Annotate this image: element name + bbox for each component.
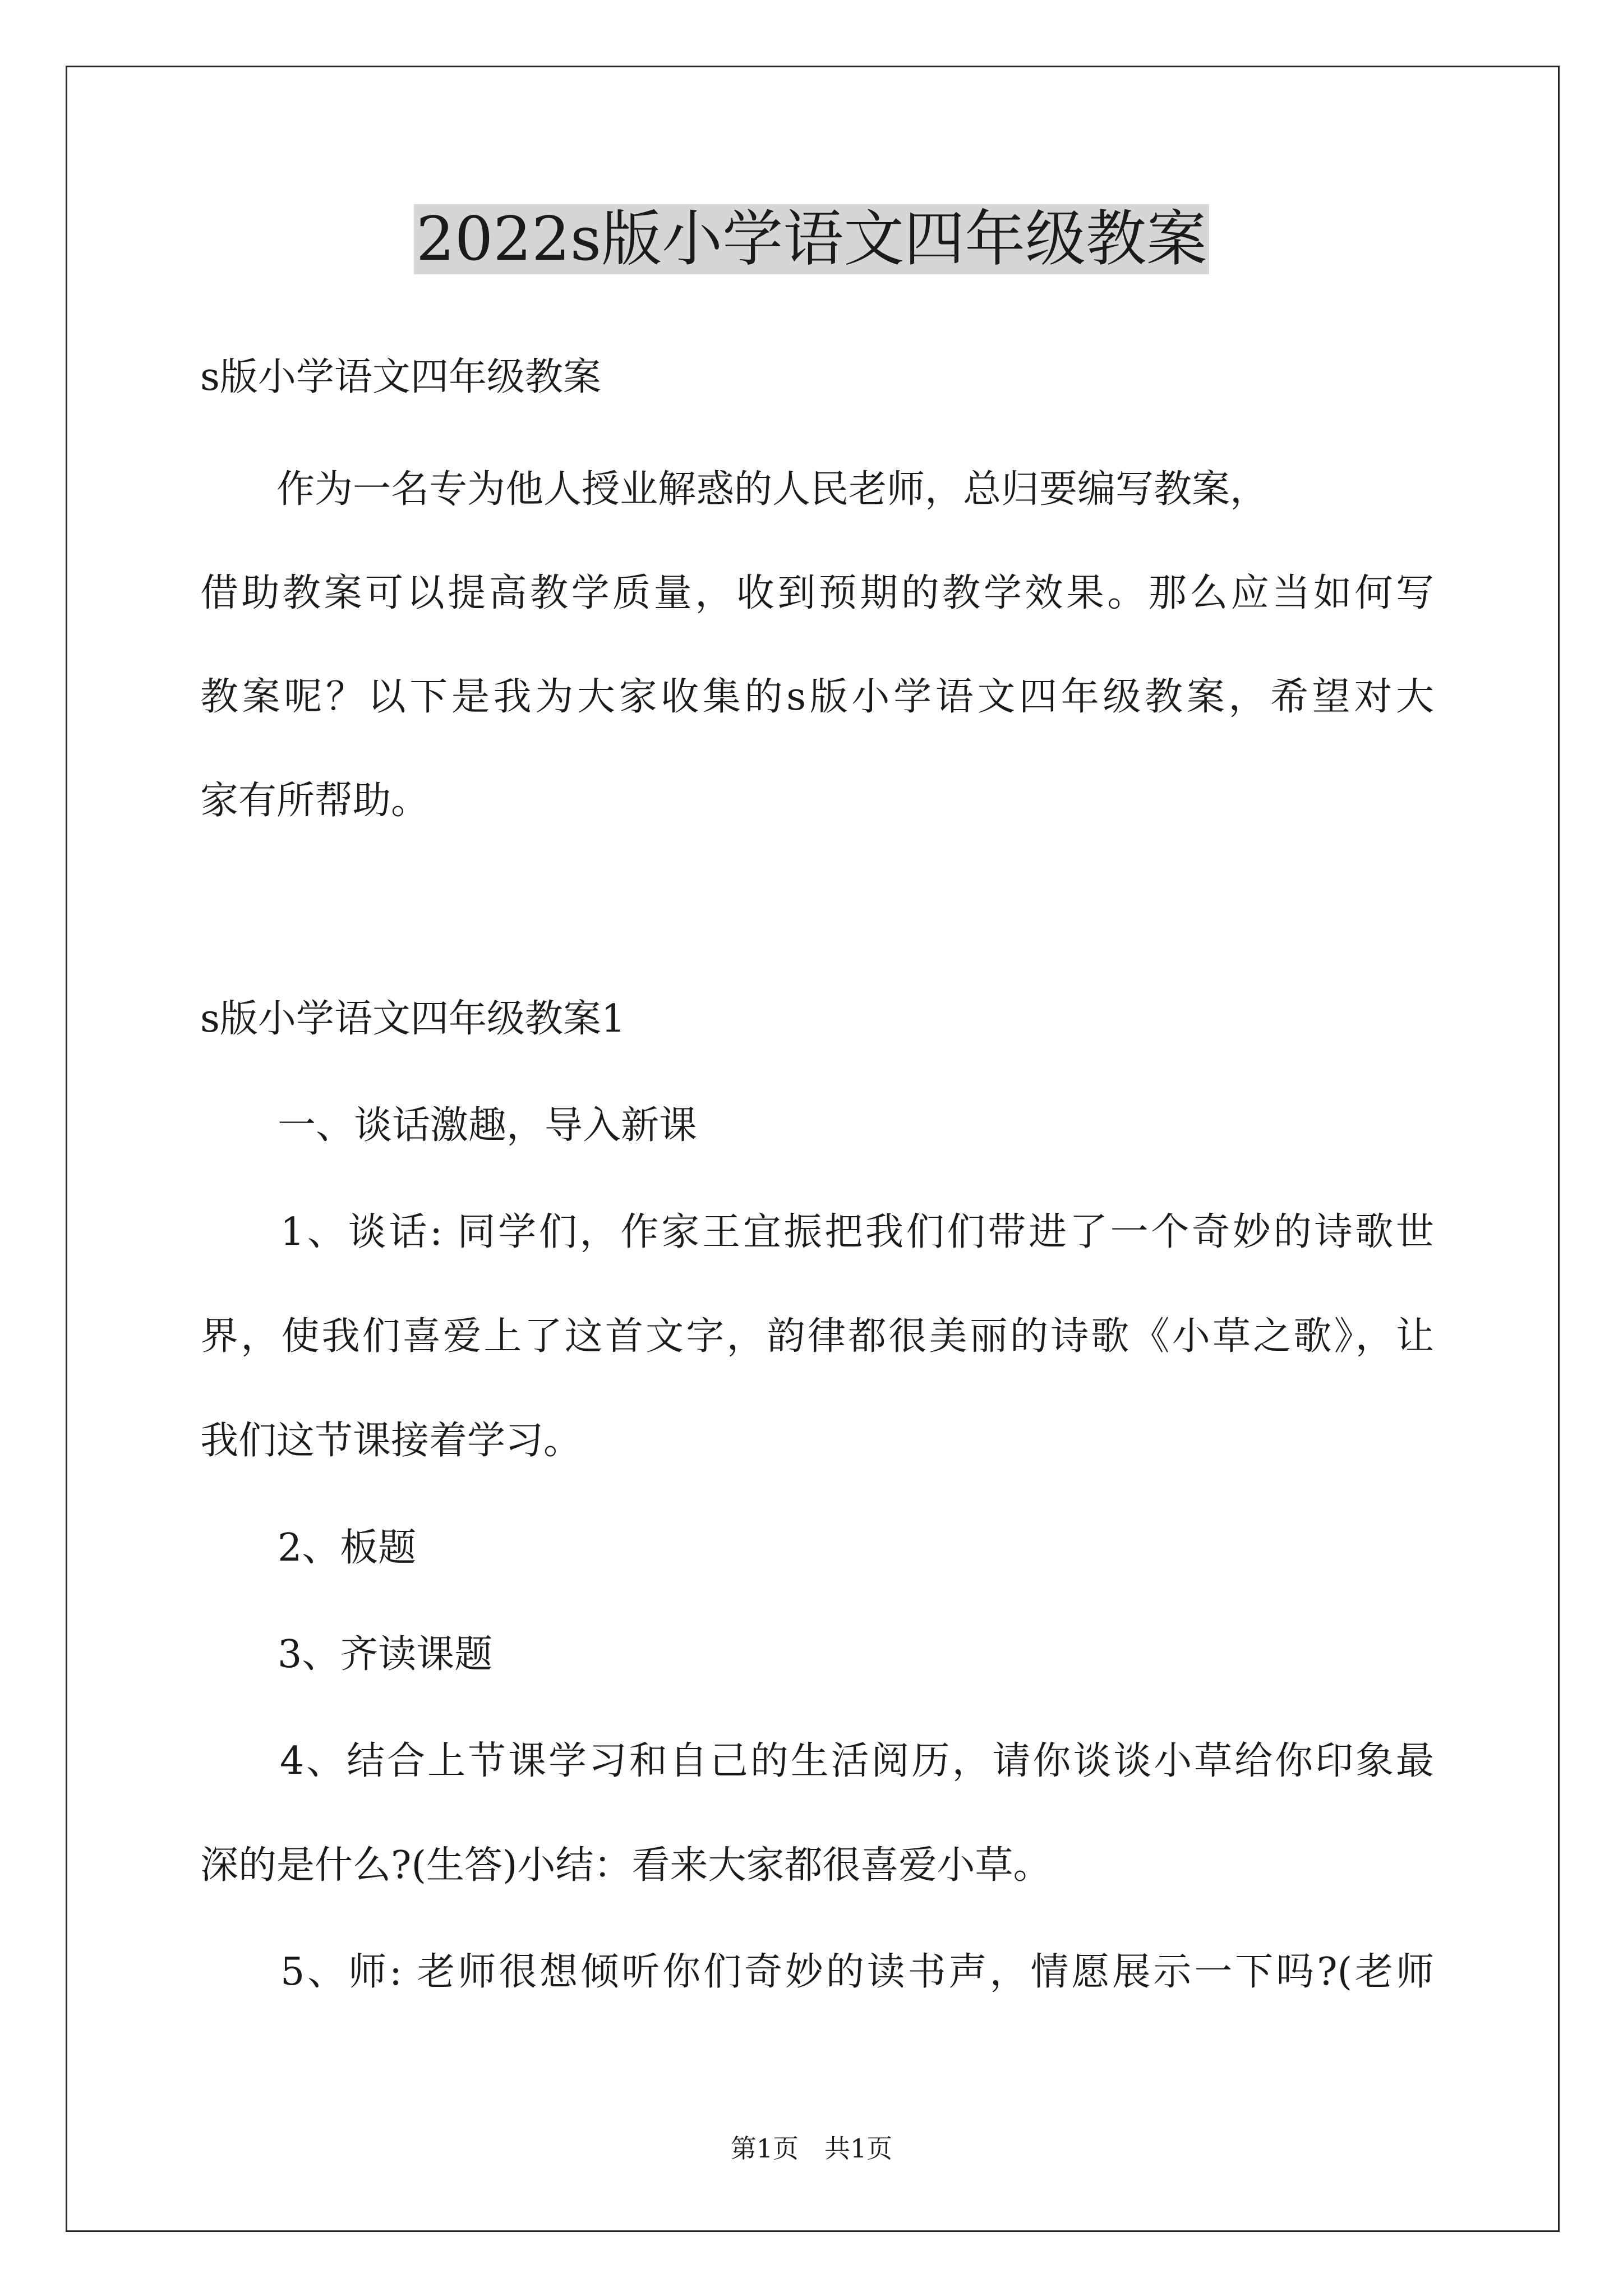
body-line-1: 一、谈话激趣，导入新课 [239, 1103, 698, 1148]
body-line-3: 界，使我们喜爱上了这首文字，韵律都很美丽的诗歌《小草之歌》，让 [200, 1314, 1434, 1359]
intro-line-1: 作为一名专为他人授业解惑的人民老师，总归要编写教案， [200, 467, 1269, 512]
body-line-9: 5、师: 老师很想倾听你们奇妙的读书声，情愿展示一下吗?(老师 [239, 1950, 1434, 1994]
section-heading: s版小学语文四年级教案1 [200, 997, 626, 1041]
body-line-4: 我们这节课接着学习。 [200, 1419, 582, 1463]
intro-line-3: 教案呢？以下是我为大家收集的s版小学语文四年级教案，希望对大 [200, 675, 1434, 719]
page-footer: 第1页 共1页 [730, 2133, 893, 2164]
body-line-2: 1、谈话: 同学们，作家王宜振把我们们带进了一个奇妙的诗歌世 [239, 1210, 1434, 1254]
intro-line-2: 借助教案可以提高教学质量，收到预期的教学效果。那么应当如何写 [200, 571, 1434, 615]
intro-line-4: 家有所帮助。 [200, 779, 430, 823]
body-line-5: 2、板题 [239, 1526, 417, 1570]
body-line-7: 4、结合上节课学习和自己的生活阅历，请你谈谈小草给你印象最 [239, 1739, 1434, 1783]
document-subtitle: s版小学语文四年级教案 [200, 355, 601, 399]
body-line-8: 深的是什么?(生答)小结：看来大家都很喜爱小草。 [200, 1843, 1052, 1888]
body-line-6: 3、齐读课题 [239, 1632, 493, 1677]
document-title [0, 203, 1623, 276]
document-title-text: 2022s版小学语文四年级教案 [414, 204, 1209, 274]
